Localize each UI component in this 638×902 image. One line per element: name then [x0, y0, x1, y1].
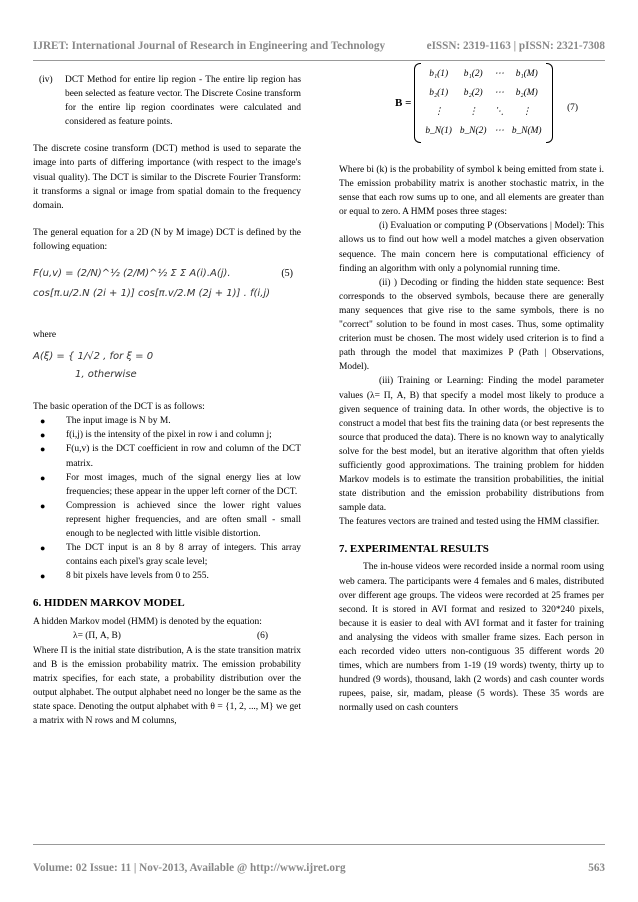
paragraph: Where Π is the initial state distribution, A is the state transition matrix and B is the emission probability matrix. The emission probability matrix specifies, for each state, a probability distribution over the output alphabet. The output alphabet need no longer be the same as the state space. Denoting the output alphabet with θ = {1, 2, ..., M} we get a matrix with N rows and M columns,	[33, 645, 301, 726]
volume-info: Volume: 02 Issue: 11 | Nov-2013, Available @ http://www.ijret.org	[33, 862, 346, 874]
equation-number: (6)	[256, 631, 268, 642]
journal-title: IJRET: International Journal of Research in Engineering and Technology	[33, 40, 386, 52]
paragraph: Where bi (k) is the probability of symbol k being emitted from state i. The emission probability matrix is another stochastic matrix, in the sense that each row sums up to one, and all elements are greater than or equal to zero. A HMM poses three stages:	[339, 165, 604, 218]
paragraph: The discrete cosine transform (DCT) method is used to separate the image into parts of differing importance (with respect to the image's visual quality). The DCT is similar to the Discrete Fourier Transform: it transforms a signal or image from spatial domain to the frequency domain.	[33, 144, 301, 211]
a-xi-line1: A(ξ) = { 1/√2 , for ξ = 0	[33, 351, 154, 363]
left-bracket	[414, 63, 421, 143]
section-heading-6: 6. HIDDEN MARKOV MODEL	[33, 597, 185, 610]
equation-5	[33, 264, 301, 320]
equation-7	[339, 63, 604, 151]
matrix-label: B =	[395, 96, 412, 109]
section-heading-7: 7. EXPERIMENTAL RESULTS	[339, 543, 489, 556]
equation-5-line2: cos[π.u/2.N (2i + 1)] cos[π.v/2.M (2j + 1)] . f(i,j)	[33, 288, 271, 300]
paragraph: The in-house videos were recorded inside a normal room using web camera. The participants were 4 females and 6 males, distributed over different age groups. The videos were recorded at 25 frames per second. It is stored in AVI format and resized to 320*240 pixels, because it is easier to deal with AVI format and it faster for training and analysing the videos with smaller frame sizes. Each person in each recorded video utters non-contiguous 35 different words 20 times, which are numbers from 1-19 (19 words) twenty, thirty up to hundred (9 words), thousand, lakh (2 words) and cash counter words rupees, paise, sir, madam, please (5 words). These 35 words are normally used on cash counters	[339, 562, 604, 714]
running-header	[33, 40, 605, 52]
paragraph: (i) Evaluation or computing P (Observations | Model): This allows us to find out how well a model matches a given observation sequence. The main concern here is computational efficiency of finding an algorithm with only a polynomial running time.	[339, 221, 604, 274]
right-bracket	[546, 63, 553, 143]
running-footer	[33, 862, 605, 874]
equation-5-line1: F(u,v) = (2/N)^½ (2/M)^½ Σ Σ A(i).A(j).	[33, 268, 231, 280]
list-item-iv	[33, 73, 301, 129]
footer-rule	[33, 844, 605, 845]
list-marker: (iv)	[39, 75, 53, 85]
equation-number: (5)	[281, 268, 293, 280]
equation-6	[33, 629, 301, 643]
list-item: ● Compression is achieved since the lower right values represent higher frequencies, and are often small - small enough to be neglected with little visible distortion.	[40, 500, 301, 539]
list-item: ● f(i,j) is the intensity of the pixel in row i and column j;	[40, 430, 272, 441]
matrix-table: b₁(1) b₁(2) ⋯ b₁(M) b₂(1) b₂(2) ⋯ b₂(M) ⋮ ⋮ ⋱ ⋮ b_N(1) b_N(2) ⋯ b_N(M)	[425, 69, 542, 137]
list-item: ● F(u,v) is the DCT coefficient in row and column of the DCT matrix.	[40, 444, 301, 469]
paragraph: (iii) Training or Learning: Finding the model parameter values (λ= Π, A, B) that specify a model most likely to produce a given sequence of training data. In other words, the objective is to construct a model that best fits the training data (or best represents the source that produced the data). There is no known way to analytically solve for the best model, but an iterative algorithm that often yields sufficiently good approximations. The training problem for hidden Markov models is to estimate the transition probabilities, the initial state distribution and the emission probability distributions from sample data.	[339, 376, 604, 514]
equation-6-text: λ= (Π, A, B)	[73, 631, 121, 642]
list-item: ● The input image is N by M.	[40, 416, 171, 427]
list-item-text: DCT Method for entire lip region - The entire lip region has been selected as feature vector. The Discrete Cosine transform for the entire lip region coordinates were calculated and considered as feature points.	[65, 75, 301, 128]
equation-number: (7)	[567, 103, 578, 113]
list-item: ● The DCT input is an 8 by 8 array of integers. This array contains each pixel's gray scale level;	[40, 543, 301, 568]
emission-matrix	[395, 63, 553, 143]
left-column	[33, 73, 301, 728]
paragraph: The general equation for a 2D (N by M image) DCT is defined by the following equation:	[33, 227, 301, 252]
paragraph: The basic operation of the DCT is as follows:	[33, 402, 205, 413]
paragraph: A hidden Markov model (HMM) is denoted by the equation:	[33, 617, 262, 628]
dct-bullet-list	[33, 414, 301, 583]
list-item: ● 8 bit pixels have levels from 0 to 255.	[40, 571, 209, 582]
equation-a-xi	[33, 348, 301, 392]
list-item: ● For most images, much of the signal energy lies at low frequencies; these appear in the upper left corner of the DCT.	[40, 472, 301, 497]
paragraph: The features vectors are trained and tested using the HMM classifier.	[339, 517, 600, 528]
a-xi-line2: 1, otherwise	[75, 369, 137, 381]
header-rule	[33, 60, 605, 61]
paragraph: (ii) ) Decoding or finding the hidden state sequence: Best corresponds to the observed symbols, because there are generally many sequences that give rise to the same symbols, there is no "correct" solution to be found in most cases. Thus, some optimality criterion must be chosen. The most widely used criterion is to find a path through the model that maximizes P (Path | Observations, Model).	[339, 277, 604, 373]
where-label: where	[33, 330, 57, 341]
page-number: 563	[588, 862, 605, 874]
issn: eISSN: 2319-1163 | pISSN: 2321-7308	[426, 40, 605, 52]
right-column	[339, 69, 604, 715]
